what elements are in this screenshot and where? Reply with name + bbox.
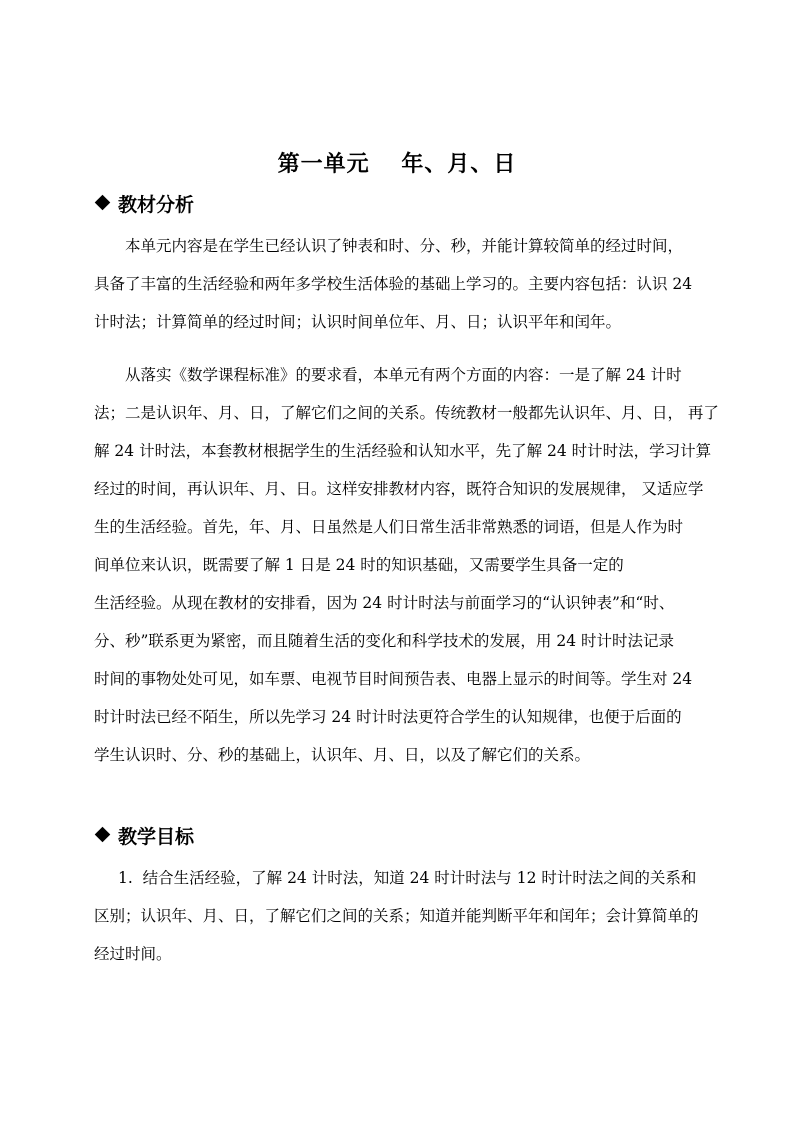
text-line: 法；二是认识年、月、日，了解它们之间的关系。传统教材一般都先认识年、月、日， 再了 (94, 404, 719, 422)
text-line: 学生认识时、分、秒的基础上，认识年、月、日，以及了解它们的关系。 (94, 746, 591, 764)
paragraph-goal-1 (94, 859, 714, 973)
text-line: 生活经验。从现在教材的安排看，因为 24 时计时法与前面学习的“认识钟表”和“时、 (94, 594, 675, 612)
text-line: 本单元内容是在学生已经认识了钟表和时、分、秒，并能计算较简单的经过时间， (125, 237, 684, 255)
text-line: 从落实《数学课程标准》的要求看，本单元有两个方面的内容：一是了解 24 计时 (125, 366, 682, 384)
text-line: 间单位来认识，既需要了解 1 日是 24 时的知识基础，又需要学生具备一定的 (94, 556, 624, 574)
section-heading-teaching-goals (94, 822, 194, 852)
section-heading-label: 教材分析 (118, 194, 195, 216)
section-heading-textbook-analysis (94, 190, 194, 220)
section-heading-label: 教学目标 (118, 826, 195, 848)
text-line: 生的生活经验。首先，年、月、日虽然是人们日常生活非常熟悉的词语，但是人作为时 (94, 518, 684, 536)
text-line: 经过时间。 (94, 945, 172, 963)
text-line: 具备了丰富的生活经验和两年多学校生活体验的基础上学习的。主要内容包括：认识 24 (94, 275, 693, 293)
text-line: 解 24 计时法，本套教材根据学生的生活经验和认知水平，先了解 24 时计时法，学习计算 (94, 442, 712, 460)
paragraph-curriculum-standard (94, 356, 719, 774)
text-line: 经过的时间，再认识年、月、日。这样安排教材内容，既符合知识的发展规律， 又适应学 (94, 480, 704, 498)
text-line: 时间的事物处处可见，如车票、电视节目时间预告表、电器上显示的时间等。学生对 24 (94, 670, 693, 688)
text-line: 区别；认识年、月、日，了解它们之间的关系；知道并能判断平年和闰年；会计算简单的 (94, 907, 699, 925)
diamond-bullet-icon (95, 195, 111, 211)
diamond-bullet-icon (95, 827, 111, 843)
text-line: 1. 结合生活经验，了解 24 计时法，知道 24 时计时法与 12 时计时法之间的关系和 (118, 869, 697, 887)
text-line: 分、秒”联系更为紧密，而且随着生活的变化和科学技术的发展，用 24 时计时法记录 (94, 632, 675, 650)
text-line: 时计时法已经不陌生，所以先学习 24 时计时法更符合学生的认知规律，也便于后面的 (94, 708, 682, 726)
text-line: 计时法；计算简单的经过时间；认识时间单位年、月、日；认识平年和闰年。 (94, 313, 622, 331)
paragraph-content-overview (94, 227, 714, 341)
unit-title: 第一单元 年、月、日 (277, 151, 517, 177)
